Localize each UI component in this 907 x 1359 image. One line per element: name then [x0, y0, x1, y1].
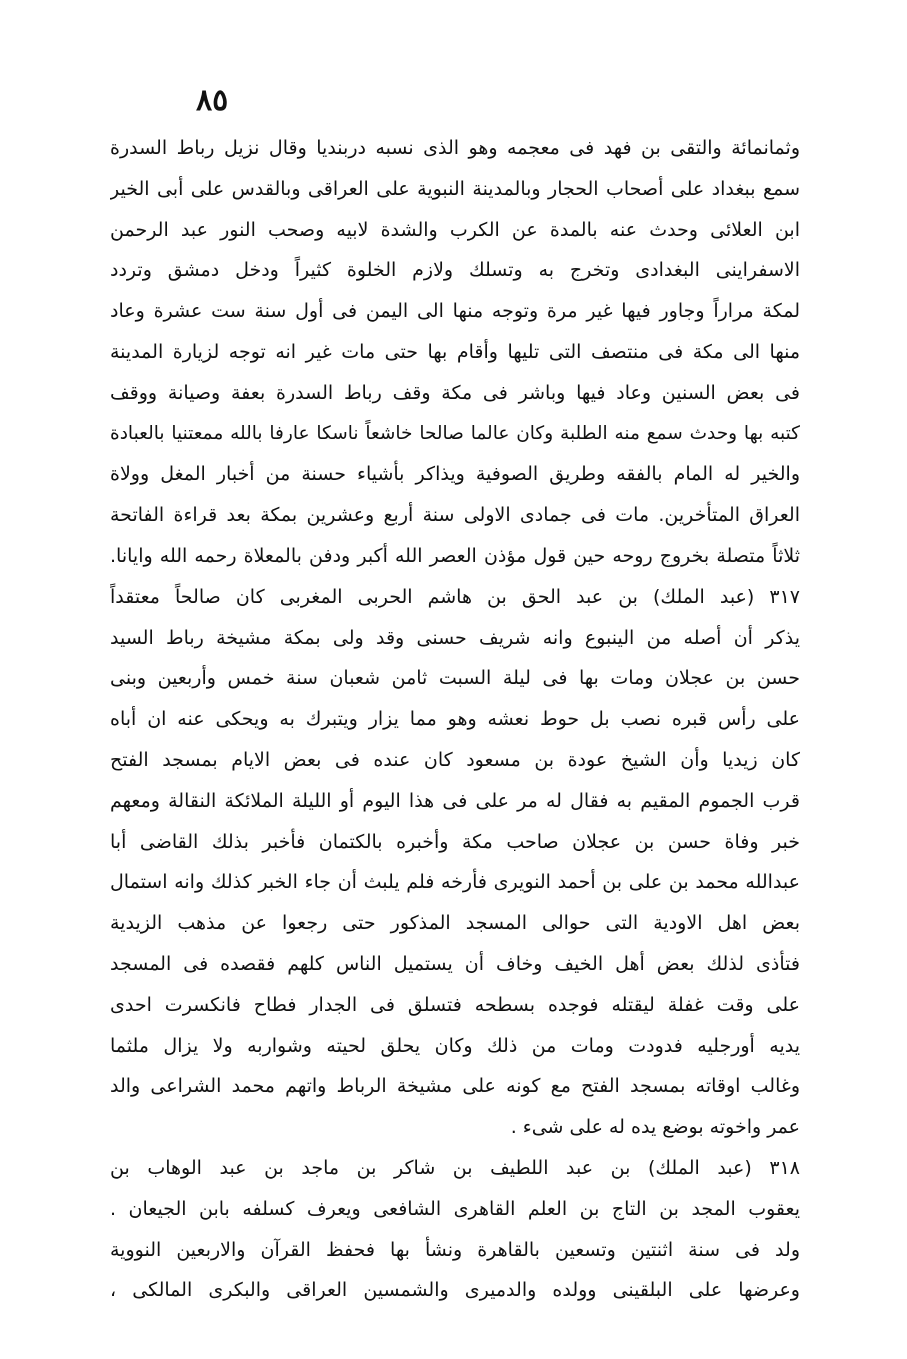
text-line: على رأس قبره نصب بل حوط نعشه وهو مما يزار ويتبرك به ويحكى عنه ان أباه: [110, 708, 800, 731]
text-line: الاسفراينى البغدادى وتخرج به وتسلك ولازم الخلوة كثيراً ودخل دمشق وتردد: [110, 259, 800, 282]
text-line: كتبه بها وحدث سمع منه الطلبة وكان عالما صالحا خاشعاً ناسكا عارفا بالله ممعتنيا بالعبادة: [110, 422, 800, 444]
text-line: لمكة مراراً وجاور فيها غير مرة وتوجه منها الى اليمن فى أول سنة ست عشرة وعاد: [110, 300, 800, 323]
body-text: [110, 128, 800, 1311]
text-line: ابن العلائى وحدث عنه بالمدة عن الكرب والشدة لابيه وصحب النور عبد الرحمن: [110, 218, 800, 241]
entry-heading-317: ٣١٧ (عبد الملك) بن عبد الحق بن هاشم الحربى المغربى كان صالحاً معتقداً: [110, 585, 800, 608]
text-line: العراق المتأخرين. مات فى جمادى الاولى سنة أربع وعشرين بمكة بعد قراءة الفاتحة: [110, 504, 800, 527]
page-number: ٨٥: [196, 83, 229, 118]
text-line: فتأذى لذلك بعض أهل الخيف وخاف أن يستميل الناس كلهم فقصده فى المسجد: [110, 952, 800, 975]
text-line: ولد فى سنة اثنتين وتسعين بالقاهرة ونشأ بها فحفظ القرآن والاربعين النووية: [110, 1238, 800, 1261]
text-line: يذكر أن أصله من الينبوع وانه شريف حسنى وقد ولى بمكة مشيخة رباط السيد: [110, 626, 800, 649]
text-line: ثلاثاً متصلة بخروج روحه حين قول مؤذن العصر الله أكبر ودفن بالمعلاة رحمه الله وايانا.: [110, 544, 800, 567]
text-line: خبر وفاة حسن بن عجلان صاحب مكة وأخبره بالكتمان فأخبر بذلك القاضى أبا: [110, 830, 800, 853]
text-line: سمع ببغداد على أصحاب الحجار وبالمدينة النبوية على العراقى وبالقدس على أبى الخير: [110, 177, 800, 200]
text-line: وعرضها على البلقينى وولده والدميرى والشمسين العراقى والبكرى المالكى ،: [110, 1279, 800, 1302]
entry-heading-318: ٣١٨ (عبد الملك) بن عبد اللطيف بن شاكر بن ماجد بن عبد الوهاب بن: [110, 1156, 800, 1179]
text-line: يعقوب المجد بن التاج بن العلم القاهرى الشافعى ويعرف كسلفه بابن الجيعان .: [110, 1197, 800, 1220]
text-line: قرب الجموم المقيم به فقال له مر على فى هذا اليوم أو الليلة الملائكة النقالة ومعهم: [110, 789, 800, 812]
text-line: بعض اهل الاودية التى حوالى المسجد المذكور حتى رجعوا عن مذهب الزيدية: [110, 912, 800, 935]
text-line: وغالب اوقاته بمسجد الفتح مع كونه على مشيخة الرباط واتهم محمد الشراعى والد: [110, 1075, 800, 1098]
text-line: فى بعض السنين وعاد فيها وباشر فى مكة وقف رباط السدرة بعفة وصيانة ووقف: [110, 381, 800, 404]
text-line: عمر واخوته بوضع يده له على شىء .: [510, 1116, 800, 1139]
text-line: وثمانمائة والتقى بن فهد فى معجمه وهو الذى نسبه دربنديا وقال نزيل رباط السدرة: [110, 137, 800, 159]
text-line: عبدالله محمد بن على بن أحمد النويرى فأرخه فلم يلبث أن جاء الخبر كذلك وانه استمال: [110, 871, 800, 894]
text-line: منها الى مكة فى منتصف التى تليها وأقام بها حتى مات غير انه توجه لزيارة المدينة: [110, 340, 800, 363]
text-line: على وقت غفلة ليقتله فوجده بسطحه فتسلق فى الجدار فطاح فانكسرت احدى: [110, 993, 800, 1016]
text-line: يديه أورجليه فدودت ومات من ذلك وكان يحلق لحيته وشواربه ولا يزال ملثما: [110, 1034, 800, 1057]
text-line: حسن بن عجلان ومات بها فى ليلة السبت ثامن شعبان سنة خمس وأربعين وبنى: [110, 667, 800, 690]
text-line: كان زيديا وأن الشيخ عودة بن مسعود كان عنده فى بعض الايام بمسجد الفتح: [110, 748, 800, 771]
text-line: والخير له المام بالفقه وطريق الصوفية ويذاكر بأشياء حسنة من أخبار المغل وولاة: [110, 463, 800, 486]
